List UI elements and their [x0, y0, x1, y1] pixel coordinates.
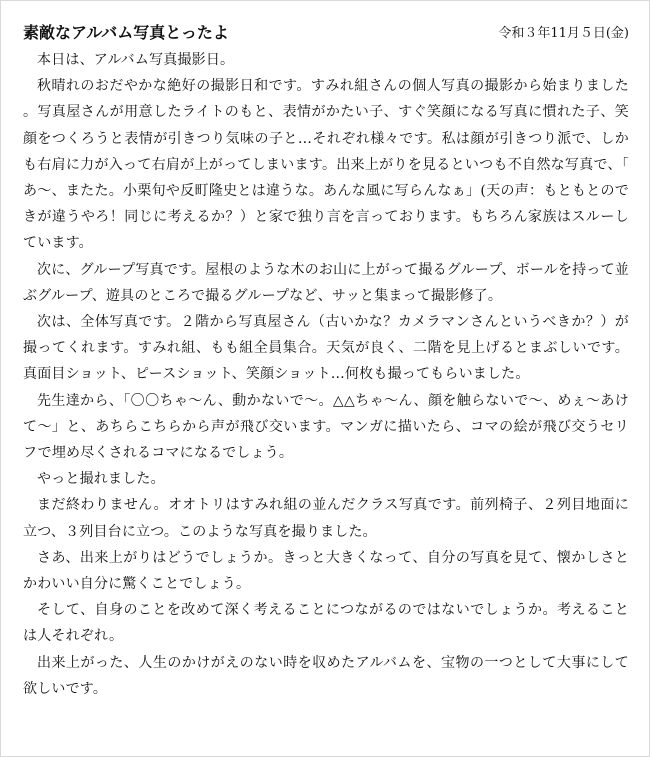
- paragraph: 次は、全体写真です。２階から写真屋さん（古いかな？カメラマンさんというべきか？）が撮ってくれます。すみれ組、もも組全員集合。天気が良く、二階を見上げるとまぶしいです。真面目ショット、ピースショット、笑顔ショット…何枚も撮ってもらいました。: [23, 314, 629, 383]
- paragraph: やっと撮れました。: [37, 471, 165, 488]
- document-body: [23, 47, 629, 702]
- paragraph: 本日は、アルバム写真撮影日。: [37, 52, 235, 68]
- paragraph: 出来上がった、人生のかけがえのない時を収めたアルバムを、宝物の一つとして大事にして欲しいです。: [23, 654, 629, 697]
- paragraph: 先生達から、「〇〇ちゃ～ん、動かないで～。△△ちゃ～ん、顔を触らないで～、めぇ～あけて～」と、あちらこちらから声が飛び交います。マンガに描いたら、コマの絵が飛び交うセリフで埋め尽くされるコマになるでしょう。: [23, 392, 629, 462]
- paragraph: さあ、出来上がりはどうでしょうか。きっと大きくなって、自分の写真を見て、懐かしさとかわいい自分に驚くことでしょう。: [23, 549, 629, 593]
- paragraph: まだ終わりません。オオトリはすみれ組の並んだクラス写真です。前列椅子、２列目地面に立つ、３列目台に立つ。このような写真を撮りました。: [23, 497, 629, 540]
- paragraph: そして、自身のことを改めて深く考えることにつながるのではないでしょうか。考えることは人それぞれ。: [23, 602, 629, 645]
- document-header: [23, 19, 629, 47]
- paragraph: 秋晴れのおだやかな絶好の撮影日和です。すみれ組さんの個人写真の撮影から始まりました。写真屋さんが用意したライトのもと、表情がかたい子、すぐ笑顔になる写真に慣れた子、笑顔をつくろうと表情が引きつり気味の子と…それぞれ様々です。私は顔が引きつり派で、しかも右肩に力が入って右肩が上がってしまいます。出来上がりを見るといつも不自然な写真で、「あ～、またた。小栗旬や反町隆史とは違うな。あんな風に写らんなぁ」(天の声：もともとのできが違うやろ！同じに考えるか？）と家で独り言を言っております。もちろん家族はスルーしています。: [23, 78, 629, 252]
- document-date: 令和３年11月５日(金): [498, 26, 629, 41]
- document-title: 素敵なアルバム写真とったよ: [23, 23, 229, 42]
- paragraph: 次に、グループ写真です。屋根のような木のお山に上がって撮るグループ、ボールを持って並ぶグループ、遊具のところで撮るグループなど、サッと集まって撮影修了。: [23, 261, 629, 304]
